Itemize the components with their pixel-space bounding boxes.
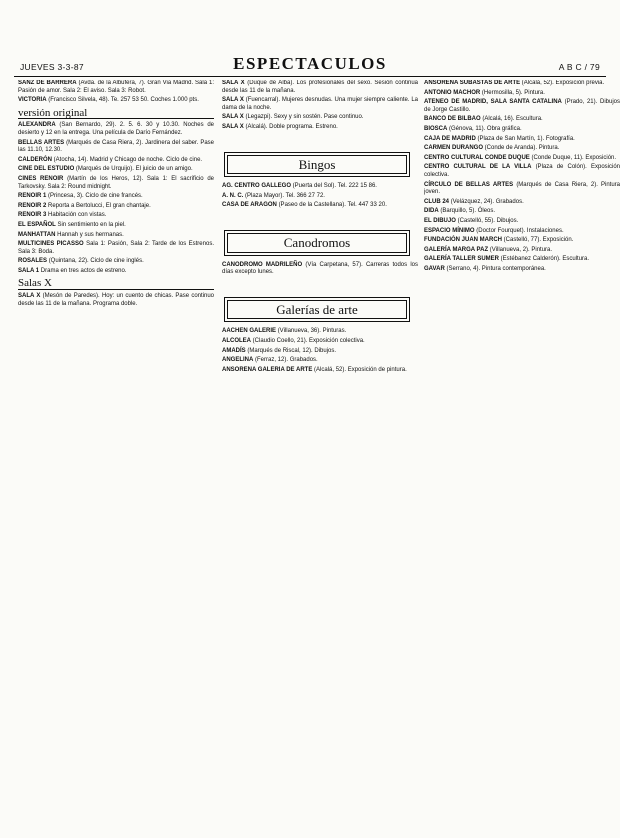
listing-entry: [18, 193, 214, 201]
venue-name: MULTICINES PICASSO: [18, 241, 84, 248]
venue-name: A. N. C.: [222, 192, 244, 199]
venue-details: (Barquillo, 5). Óleos.: [440, 208, 496, 215]
section-heading-version-original: versión original: [18, 110, 214, 120]
venue-name: CLUB 24: [424, 198, 450, 205]
venue-name: RENOIR 2: [18, 202, 47, 209]
listing-entry: [424, 237, 620, 245]
issue-date: JUEVES 3-3-87: [20, 62, 84, 72]
listing-entry: [222, 97, 418, 112]
listing-entry: [18, 222, 214, 230]
venue-details: (Puerta del Sol). Tel. 222 15 86.: [292, 183, 377, 190]
listing-entry: [222, 262, 418, 277]
venue-name: AG. CENTRO GALLEGO: [222, 183, 291, 190]
venue-name: DIDA: [424, 208, 439, 215]
listing-entry: [18, 80, 214, 95]
venue-name: AMADÍS: [222, 347, 246, 354]
venue-details: (Conde Duque, 11). Exposición.: [531, 154, 617, 161]
venue-details: (Alcalá, 52). Exposición previa.: [521, 80, 605, 86]
venue-details: Habitación con vistas.: [48, 212, 107, 219]
listing-entry: [222, 80, 418, 95]
venue-name: ANSORENA GALERIA DE ARTE: [222, 366, 313, 373]
listing-entry: [424, 116, 620, 124]
venue-name: ROSALES: [18, 258, 48, 265]
section-title: ESPECTACULOS: [233, 54, 387, 73]
venue-details: (Martín de los Heros, 12). Sala 1: El sacrificio de Tarkovsky. Sala 2: Round midnight.: [18, 175, 214, 190]
paper-page: A B C / 79: [558, 62, 600, 72]
listing-entry: [424, 228, 620, 236]
listing-entry: [424, 247, 620, 255]
venue-details: (Hermosilla, 5). Pintura.: [481, 89, 545, 96]
venue-details: (Marqués de Casa Riera, 2). Pintura joven.: [424, 181, 620, 196]
venue-details: (Doctor Fourquet). Instalaciones.: [476, 227, 564, 234]
listing-entry: [18, 176, 214, 191]
venue-details: (Plaza de Colón). Exposición colectiva.: [424, 164, 620, 178]
venue-name: SALA X: [18, 293, 41, 300]
venue-name: BIOSCA: [424, 125, 448, 132]
galerias-box: [224, 297, 410, 323]
listing-entry: [222, 348, 418, 356]
salas-x-list: [18, 293, 214, 308]
venue-name: CINE DEL ESTUDIO: [18, 166, 75, 173]
venue-details: (Alcalá, 52). Exposición de pintura.: [314, 366, 407, 373]
venue-name: VICTORIA: [18, 97, 47, 104]
venue-details: (Paseo de la Castellana). Tel. 447 33 20.: [278, 202, 387, 209]
canodromos-list: [222, 262, 418, 277]
venue-details: (Villanueva, 36). Pinturas.: [277, 328, 347, 335]
listing-entry: [424, 99, 620, 114]
section-heading-bingos: Bingos: [227, 155, 407, 175]
listing-entry: [424, 182, 620, 197]
venue-name: CÍRCULO DE BELLAS ARTES: [424, 181, 514, 188]
venue-details: (Génova, 11). Obra gráfica.: [449, 125, 522, 132]
venue-details: Drama en tres actos de estreno.: [40, 267, 127, 274]
listing-entry: [18, 140, 214, 155]
listing-entry: [424, 126, 620, 134]
listing-entry: [18, 212, 214, 220]
venue-name: MANHATTAN: [18, 231, 56, 238]
venue-details: (Mesón de Paredes). Hoy: un cuento de chicas. Pase continuo desde las 11 de la mañana. Programa doble.: [18, 293, 214, 307]
venue-details: (Plaza de San Martín, 1). Fotografía.: [477, 135, 575, 142]
listing-entry: [222, 193, 418, 201]
venue-name: ANGELINA: [222, 357, 254, 364]
listing-entry: [424, 155, 620, 163]
venue-name: ANSORENA SUBASTAS DE ARTE: [424, 80, 521, 86]
listing-entry: [18, 166, 214, 174]
listing-entry: [424, 80, 620, 88]
column-2: [222, 80, 418, 825]
venue-name: RENOIR 3: [18, 212, 47, 219]
venue-name: CANODROMO MADRILEÑO: [222, 261, 303, 268]
canodromos-box: [224, 230, 410, 256]
venue-details: (Marqués de Urquijo). El juicio de un amigo.: [75, 166, 193, 173]
column-3: [424, 80, 620, 825]
listing-entry: [222, 338, 418, 346]
venue-name: AACHEN GALERIE: [222, 328, 277, 335]
venue-details: (Marqués de Riscal, 12). Dibujos.: [247, 347, 337, 354]
venue-name: SALA X: [222, 114, 244, 121]
listing-entry: [222, 124, 418, 132]
venue-details: (Alcalá, 16). Escultura.: [482, 116, 543, 123]
venue-name: SALA 1: [18, 267, 40, 274]
venue-details: (San Bernardo, 29). 2. 5. 6. 30 y 10.30. Noches de desierto y 12 en la entrega. Una película de Darío Fernández.: [18, 122, 214, 136]
galerias-continued-list: [424, 80, 620, 273]
listing-entry: [18, 122, 214, 137]
venue-details: Sin sentimiento en la piel.: [57, 221, 126, 228]
column-1: [18, 80, 214, 825]
listing-entry: [222, 328, 418, 336]
venue-details: (Marqués de Casa Riera, 2). Jardinera del saber. Pase las 11.10, 12.30.: [18, 139, 214, 154]
venue-name: EL DIBUJO: [424, 217, 456, 224]
venue-details: (Villanueva, 2). Pintura.: [489, 246, 553, 253]
venue-name: RENOIR 1: [18, 193, 47, 200]
venue-name: FUNDACIÓN JUAN MARCH: [424, 237, 502, 244]
venue-details: (Velázquez, 24). Grabados.: [450, 198, 524, 205]
venue-name: CAJA DE MADRID: [424, 135, 476, 142]
venue-details: (Legazpi). Sexy y sin sostén. Pase continuo.: [245, 114, 364, 121]
venue-details: (Claudio Coello, 21). Exposición colectiva.: [252, 337, 365, 344]
venue-name: EL ESPAÑOL: [18, 221, 56, 228]
venue-details: (Princesa, 3). Ciclo de cine francés.: [48, 193, 143, 200]
venue-details: (Duque de Alba). Los profesionales del sexo. Sesión continua desde las 11 de la mañana.: [222, 80, 418, 94]
listing-entry: [222, 202, 418, 210]
venue-name: GALERÍA MARGA PAZ: [424, 246, 489, 253]
listing-entry: [424, 145, 620, 153]
venue-details: (Estébanez Calderón). Escultura.: [500, 256, 590, 263]
listing-entry: [424, 218, 620, 226]
listing-entry: [18, 293, 214, 308]
venue-details: (Prado, 21). Dibujos de Jorge Castillo.: [424, 99, 620, 113]
listing-entry: [18, 268, 214, 276]
venue-name: SANZ DE BARRERA: [18, 80, 77, 86]
venue-details: (Plaza Mayor). Tel. 366 27 72.: [245, 192, 325, 199]
listing-entry: [18, 258, 214, 266]
venue-details: Reporta a Bertolucci, El gran chantaje.: [48, 202, 151, 209]
section-heading-canodromos: Canodromos: [227, 233, 407, 253]
venue-name: ESPACIO MÍNIMO: [424, 227, 475, 234]
listing-entry: [222, 367, 418, 375]
venue-name: ANTONIO MACHOR: [424, 89, 481, 96]
salas-x-continued-list: [222, 80, 418, 132]
bingos-box: [224, 152, 410, 178]
listing-entry: [222, 183, 418, 191]
listing-entry: [18, 232, 214, 240]
venue-name: GAVAR: [424, 265, 445, 272]
bingos-list: [222, 183, 418, 210]
listing-entry: [424, 164, 620, 179]
venue-details: (Alcalá). Doble programa. Estreno.: [245, 123, 338, 130]
venue-details: (Francisco Silvela, 48). Te. 257 53 50. Coches 1.000 pts.: [48, 97, 199, 104]
venue-details: Sala 1: Pasión, Sala 2: Tarde de los Estrenos. Sala 3: Boda.: [18, 241, 214, 255]
venue-details: (Serrano, 4). Pintura contemporánea.: [446, 265, 546, 272]
venue-details: (Avda. de la Albufera, 7). Gran Via Madrid. Sala 1: Pasión de amor. Sala 2: El aviso. Sala 3: Robot.: [18, 80, 214, 94]
galerias-list: [222, 328, 418, 374]
listing-entry: [222, 114, 418, 122]
venue-name: CARMEN DURANGO: [424, 145, 483, 152]
listing-entry: [424, 266, 620, 274]
venue-name: CALDERÓN: [18, 156, 52, 163]
venue-name: CENTRO CULTURAL DE LA VILLA: [424, 164, 532, 171]
venue-details: (Ferraz, 12). Grabados.: [255, 357, 318, 364]
venue-name: BANCO DE BILBAO: [424, 116, 481, 123]
venue-name: ATENEO DE MADRID, SALA SANTA CATALINA: [424, 99, 562, 106]
listing-entry: [222, 357, 418, 365]
listing-entry: [18, 157, 214, 165]
venue-name: CINES RENOIR: [18, 175, 64, 182]
venue-name: ALCOLEA: [222, 337, 251, 344]
listing-entry: [18, 203, 214, 211]
page-header: [14, 54, 606, 77]
venue-name: SALA X: [222, 123, 244, 130]
venue-details: (Fuencarral). Mujeres desnudas. Una mujer siempre caliente. La dama de la noche.: [222, 97, 418, 111]
venue-details: (Quintana, 22). Ciclo de cine inglés.: [48, 258, 144, 265]
listing-entry: [424, 136, 620, 144]
venue-name: CASA DE ARAGON: [222, 202, 277, 209]
venue-details: (Castelló, 55). Dibujos.: [457, 217, 519, 224]
venue-details: (Castelló, 77). Exposición.: [503, 237, 574, 244]
venue-details: (Vía Carpetana, 57). Carreras todos los días excepto lunes.: [222, 261, 418, 276]
venue-details: (Atocha, 14). Madrid y Chicago de noche. Ciclo de cine.: [53, 156, 203, 163]
venue-name: BELLAS ARTES: [18, 139, 65, 146]
listing-entry: [424, 90, 620, 98]
listing-entry: [424, 256, 620, 264]
venue-name: SALA X: [222, 97, 244, 104]
listing-entry: [18, 241, 214, 256]
listing-entry: [424, 199, 620, 207]
listing-entry: [18, 97, 214, 105]
venue-name: CENTRO CULTURAL CONDE DUQUE: [424, 154, 530, 161]
venue-name: GALERÍA TALLER SUMER: [424, 256, 499, 263]
venue-details: (Conde de Aranda). Pintura.: [484, 145, 560, 152]
version-original-list: [18, 122, 214, 275]
listing-entry: [424, 208, 620, 216]
venue-name: SALA X: [222, 80, 245, 86]
section-heading-salas-x: Salas X: [18, 280, 214, 290]
venue-details: Hannah y sus hermanas.: [57, 231, 124, 238]
section-heading-galerias: Galerías de arte: [227, 300, 407, 320]
venue-name: ALEXANDRA: [18, 122, 56, 129]
